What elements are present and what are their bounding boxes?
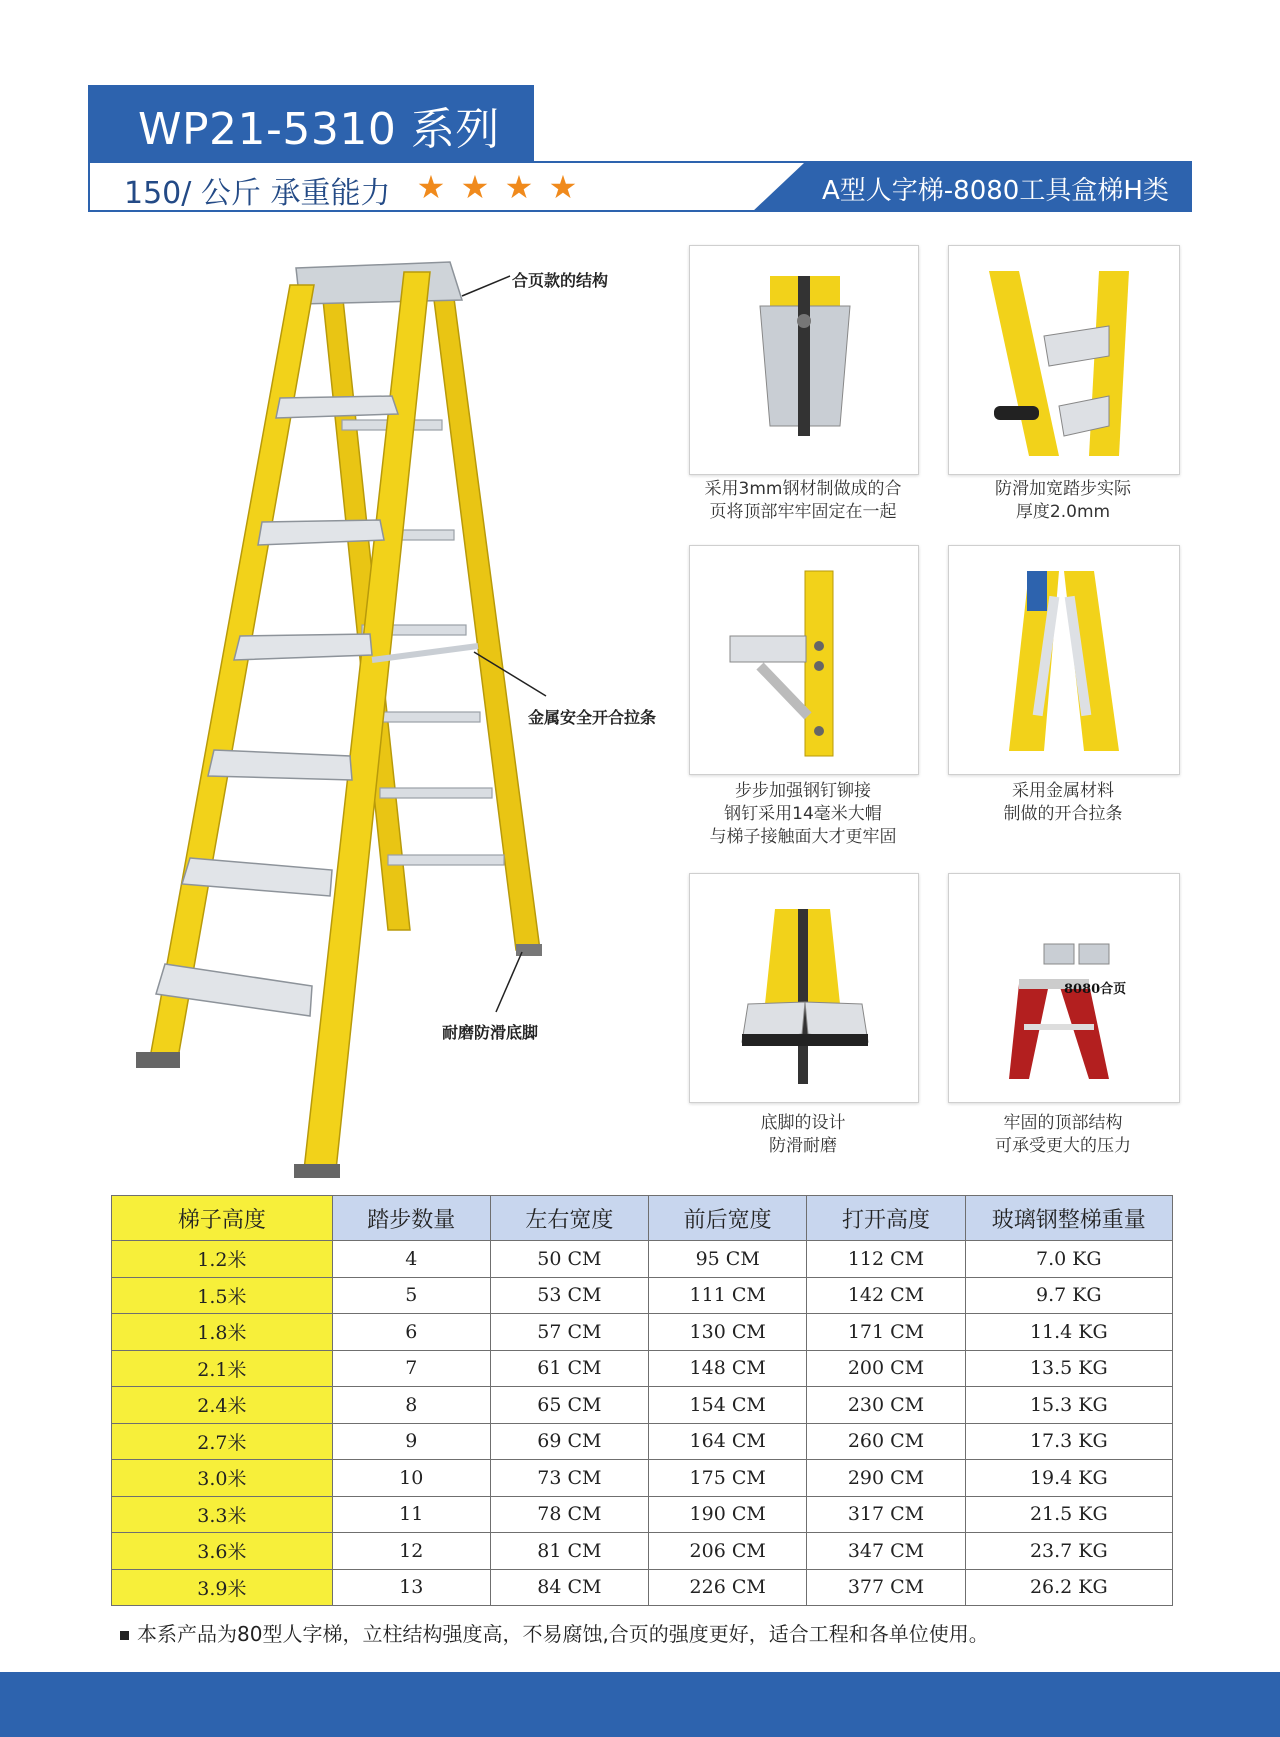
header-open-height: 打开高度 bbox=[807, 1196, 965, 1241]
table-row bbox=[112, 1569, 1173, 1606]
table-row bbox=[112, 1423, 1173, 1460]
hinge-label: 8080合页 bbox=[1064, 982, 1127, 997]
table-cell: 1.5米 bbox=[112, 1277, 333, 1314]
feature-photo-brace bbox=[948, 545, 1180, 775]
table-cell: 61 CM bbox=[490, 1350, 648, 1387]
table-cell: 8 bbox=[332, 1387, 490, 1424]
feature-caption: 底脚的设计 防滑耐磨 bbox=[760, 1113, 846, 1156]
table-cell: 73 CM bbox=[490, 1460, 648, 1497]
table-row bbox=[112, 1277, 1173, 1314]
feature-caption: 采用金属材料 制做的开合拉条 bbox=[1003, 781, 1123, 824]
callout-hinge: 合页款的结构 bbox=[512, 271, 609, 290]
table-header-row bbox=[112, 1196, 1173, 1241]
table-cell: 226 CM bbox=[649, 1569, 807, 1606]
table-cell: 171 CM bbox=[807, 1314, 965, 1351]
table-cell: 4 bbox=[332, 1241, 490, 1278]
table-cell: 260 CM bbox=[807, 1423, 965, 1460]
table-cell: 5 bbox=[332, 1277, 490, 1314]
table-row bbox=[112, 1460, 1173, 1497]
table-cell: 69 CM bbox=[490, 1423, 648, 1460]
star-icon: ★ bbox=[460, 168, 490, 206]
table-cell: 95 CM bbox=[649, 1241, 807, 1278]
header-depth: 前后宽度 bbox=[649, 1196, 807, 1241]
table-cell: 23.7 KG bbox=[965, 1533, 1172, 1570]
table-row bbox=[112, 1387, 1173, 1424]
star-icon: ★ bbox=[548, 168, 578, 206]
spec-table bbox=[111, 1195, 1173, 1606]
table-cell: 2.7米 bbox=[112, 1423, 333, 1460]
feature-caption: 防滑加宽踏步实际 厚度2.0mm bbox=[995, 479, 1131, 522]
table-cell: 3.3米 bbox=[112, 1496, 333, 1533]
table-cell: 347 CM bbox=[807, 1533, 965, 1570]
table-cell: 142 CM bbox=[807, 1277, 965, 1314]
feature-caption: 步步加强钢钉铆接 钢钉采用14毫米大帽 与梯子接触面大才更牢固 bbox=[709, 781, 897, 847]
page-title: WP21-5310 系列 bbox=[138, 104, 500, 155]
feature-caption: 牢固的顶部结构 可承受更大的压力 bbox=[995, 1113, 1131, 1156]
callout-line-hinge bbox=[462, 276, 510, 296]
anti-slip-step-photo-icon bbox=[949, 246, 1179, 474]
foot-pad bbox=[294, 1164, 340, 1178]
table-cell: 65 CM bbox=[490, 1387, 648, 1424]
table-cell: 9.7 KG bbox=[965, 1277, 1172, 1314]
feature-photo-rivet bbox=[689, 545, 919, 775]
table-cell: 206 CM bbox=[649, 1533, 807, 1570]
table-cell: 6 bbox=[332, 1314, 490, 1351]
foot-photo-icon bbox=[690, 874, 918, 1102]
product-note bbox=[120, 1618, 989, 1647]
table-cell: 11.4 KG bbox=[965, 1314, 1172, 1351]
back-leg-right bbox=[430, 268, 540, 950]
top-cap bbox=[296, 262, 462, 304]
table-cell: 130 CM bbox=[649, 1314, 807, 1351]
table-cell: 13.5 KG bbox=[965, 1350, 1172, 1387]
table-cell: 19.4 KG bbox=[965, 1460, 1172, 1497]
table-cell: 200 CM bbox=[807, 1350, 965, 1387]
footer-bar bbox=[0, 1672, 1280, 1737]
table-cell: 81 CM bbox=[490, 1533, 648, 1570]
table-cell: 7.0 KG bbox=[965, 1241, 1172, 1278]
table-cell: 3.6米 bbox=[112, 1533, 333, 1570]
feature-caption: 采用3mm钢材制做成的合 页将顶部牢牢固定在一起 bbox=[704, 479, 902, 522]
category-label: A型人字梯-8080工具盒梯H类 bbox=[822, 176, 1169, 206]
metal-brace-photo-icon bbox=[949, 546, 1179, 774]
table-cell: 17.3 KG bbox=[965, 1423, 1172, 1460]
feature-photo-foot bbox=[689, 873, 919, 1103]
callout-line-feet bbox=[496, 952, 522, 1012]
table-cell: 230 CM bbox=[807, 1387, 965, 1424]
header-width: 左右宽度 bbox=[490, 1196, 648, 1241]
callout-brace: 金属安全开合拉条 bbox=[528, 708, 657, 727]
table-cell: 78 CM bbox=[490, 1496, 648, 1533]
feature-photo-step bbox=[948, 245, 1180, 475]
hinge-top-photo-icon bbox=[690, 246, 918, 474]
table-cell: 1.2米 bbox=[112, 1241, 333, 1278]
table-cell: 2.1米 bbox=[112, 1350, 333, 1387]
feature-photo-hinge bbox=[689, 245, 919, 475]
table-cell: 15.3 KG bbox=[965, 1387, 1172, 1424]
foot-pad bbox=[136, 1052, 180, 1068]
table-cell: 26.2 KG bbox=[965, 1569, 1172, 1606]
table-row bbox=[112, 1314, 1173, 1351]
table-cell: 57 CM bbox=[490, 1314, 648, 1351]
table-cell: 154 CM bbox=[649, 1387, 807, 1424]
load-capacity: 150/ 公斤 承重能力 bbox=[124, 176, 391, 211]
table-row bbox=[112, 1241, 1173, 1278]
table-row bbox=[112, 1496, 1173, 1533]
table-cell: 3.9米 bbox=[112, 1569, 333, 1606]
header-weight: 玻璃钢整梯重量 bbox=[965, 1196, 1172, 1241]
table-row bbox=[112, 1350, 1173, 1387]
table-cell: 2.4米 bbox=[112, 1387, 333, 1424]
table-cell: 12 bbox=[332, 1533, 490, 1570]
table-cell: 10 bbox=[332, 1460, 490, 1497]
table-cell: 148 CM bbox=[649, 1350, 807, 1387]
table-cell: 175 CM bbox=[649, 1460, 807, 1497]
table-cell: 112 CM bbox=[807, 1241, 965, 1278]
table-cell: 164 CM bbox=[649, 1423, 807, 1460]
table-cell: 290 CM bbox=[807, 1460, 965, 1497]
star-icon: ★ bbox=[416, 168, 446, 206]
table-cell: 190 CM bbox=[649, 1496, 807, 1533]
rivet-photo-icon bbox=[690, 546, 918, 774]
table-cell: 3.0米 bbox=[112, 1460, 333, 1497]
table-cell: 84 CM bbox=[490, 1569, 648, 1606]
table-cell: 50 CM bbox=[490, 1241, 648, 1278]
table-cell: 377 CM bbox=[807, 1569, 965, 1606]
table-cell: 111 CM bbox=[649, 1277, 807, 1314]
table-cell: 9 bbox=[332, 1423, 490, 1460]
table-cell: 53 CM bbox=[490, 1277, 648, 1314]
table-cell: 317 CM bbox=[807, 1496, 965, 1533]
header-steps: 踏步数量 bbox=[332, 1196, 490, 1241]
table-row bbox=[112, 1533, 1173, 1570]
star-icon: ★ bbox=[504, 168, 534, 206]
table-cell: 21.5 KG bbox=[965, 1496, 1172, 1533]
table-cell: 1.8米 bbox=[112, 1314, 333, 1351]
bullet-icon bbox=[120, 1631, 129, 1640]
table-cell: 13 bbox=[332, 1569, 490, 1606]
table-cell: 7 bbox=[332, 1350, 490, 1387]
foot-pad bbox=[516, 944, 542, 956]
note-text: 本系产品为80型人字梯，立柱结构强度高，不易腐蚀,合页的强度更好，适合工程和各单位使用。 bbox=[137, 1622, 989, 1646]
header-height: 梯子高度 bbox=[112, 1196, 333, 1241]
callout-feet: 耐磨防滑底脚 bbox=[442, 1023, 539, 1042]
table-cell: 11 bbox=[332, 1496, 490, 1533]
